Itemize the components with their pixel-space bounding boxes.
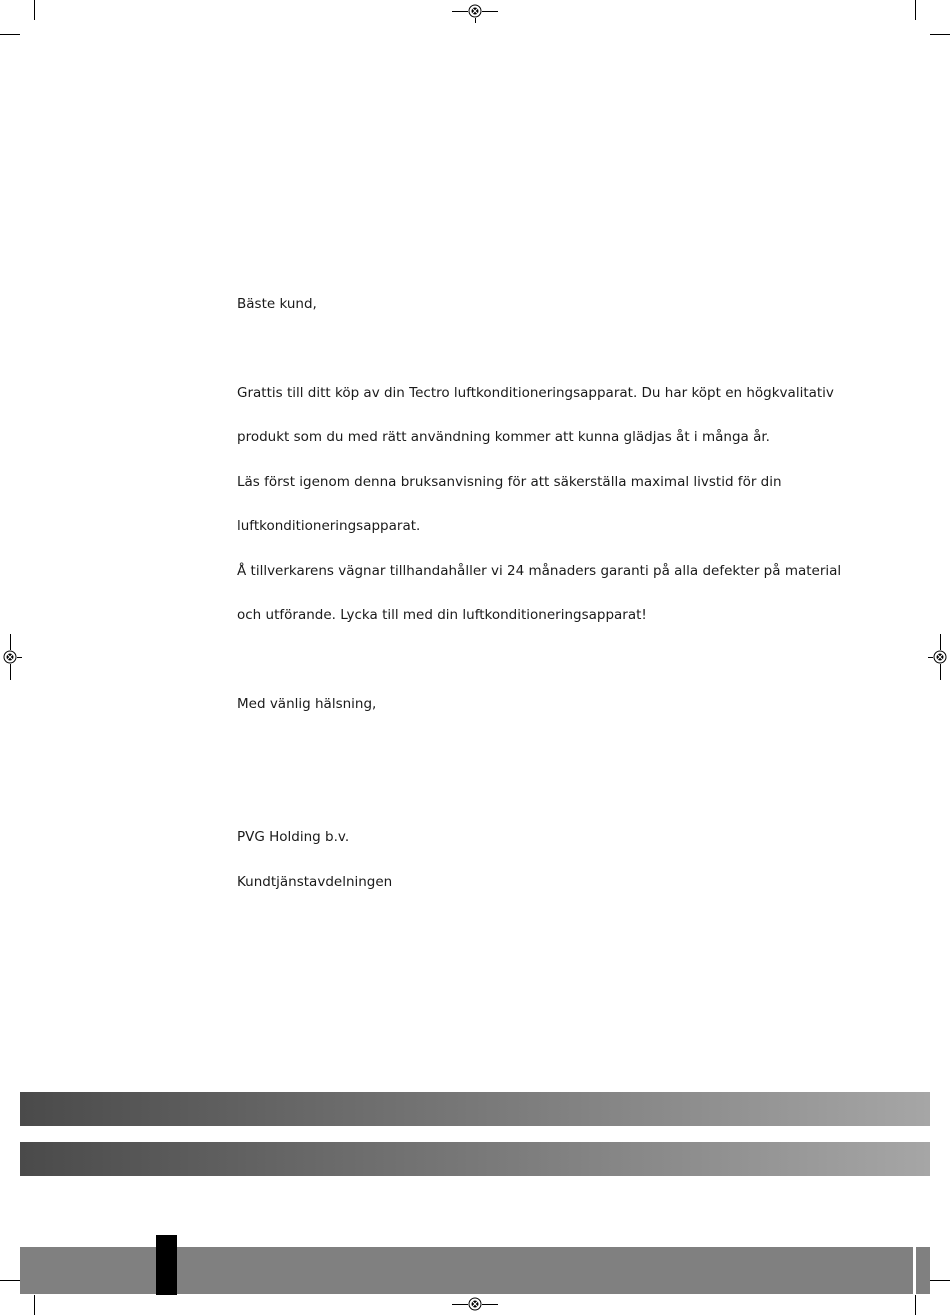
signature-department: Kundtjänstavdelningen (237, 874, 393, 890)
crop-mark-bottom-left-vertical (34, 1295, 35, 1315)
signature-company: PVG Holding b.v. (237, 829, 350, 845)
page-tab-marker (156, 1235, 177, 1295)
gradient-band-bottom (20, 1142, 930, 1176)
crop-mark-bottom-right-vertical (915, 1295, 916, 1315)
registration-line-bottom-right (482, 1304, 498, 1305)
registration-line-top-right (482, 11, 498, 12)
registration-mark-icon (468, 4, 482, 18)
registration-mark-icon (468, 1297, 482, 1311)
crop-mark-bottom-right-horizontal (930, 1280, 950, 1281)
gradient-band-top (20, 1092, 930, 1126)
footer-bar (20, 1247, 913, 1294)
registration-line-right-up (940, 634, 941, 650)
registration-line-right-left (928, 657, 933, 658)
registration-line-left-right (17, 657, 22, 658)
registration-mark-icon (933, 650, 947, 664)
body-line: produkt som du med rätt användning kommer att kunna glädjas åt i många år. (237, 429, 770, 445)
registration-line-top-down (475, 18, 476, 23)
body-line: och utförande. Lycka till med din luftkonditioneringsapparat! (237, 607, 647, 623)
greeting: Bäste kund, (237, 296, 317, 312)
closing: Med vänlig hälsning, (237, 696, 377, 712)
body-line: Å tillverkarens vägnar tillhandahåller vi 24 månaders garanti på alla defekter på material (237, 563, 842, 579)
body-line: luftkonditioneringsapparat. (237, 518, 421, 534)
registration-line-left-down (10, 664, 11, 680)
registration-line-right-down (940, 664, 941, 680)
registration-line-top-left (452, 11, 468, 12)
body-line: Grattis till ditt köp av din Tectro luftkonditioneringsapparat. Du har köpt en högkvalitativ (237, 385, 834, 401)
body-line: Läs först igenom denna bruksanvisning för att säkerställa maximal livstid för din (237, 474, 782, 490)
crop-mark-top-left-vertical (34, 0, 35, 20)
crop-mark-top-right-vertical (915, 0, 916, 20)
footer-bar-edge (916, 1247, 930, 1294)
registration-line-left-up (10, 634, 11, 650)
crop-mark-bottom-left-horizontal (0, 1280, 20, 1281)
crop-mark-top-right-horizontal (930, 34, 950, 35)
registration-line-bottom-left (452, 1304, 468, 1305)
crop-mark-top-left-horizontal (0, 34, 20, 35)
registration-mark-icon (3, 650, 17, 664)
